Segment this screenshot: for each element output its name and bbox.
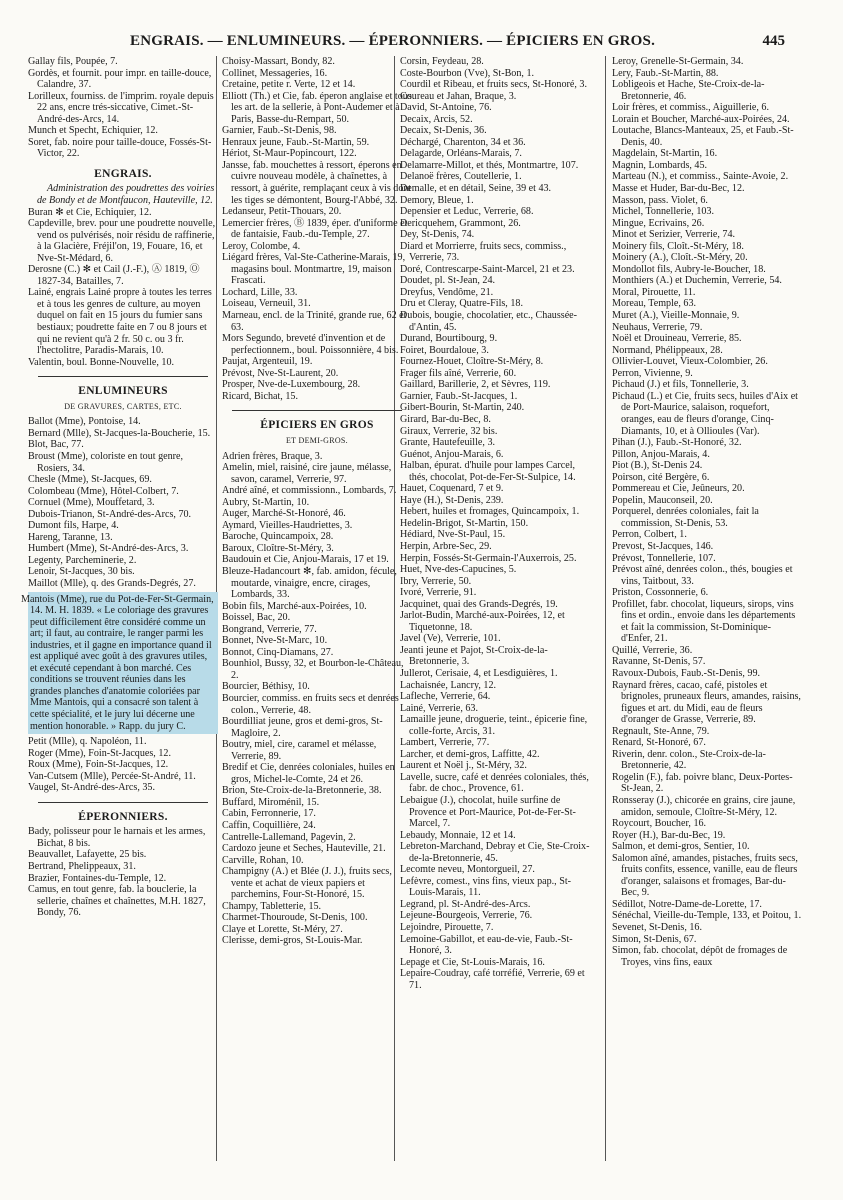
directory-entry: Quillé, Verrerie, 36. — [612, 644, 693, 656]
directory-entry: Garnier, Faub.-St-Denis, 98. — [222, 125, 337, 137]
directory-entry: Jullerot, Cerisaie, 4, et Lesdiguières, 1. — [400, 667, 558, 679]
directory-entry: Bonnet, Nve-St-Marc, 10. — [222, 635, 328, 647]
directory-entry: Baroux, Cloître-St-Méry, 3. — [222, 542, 334, 554]
page-number: 445 — [762, 33, 785, 49]
directory-entry: Adrien frères, Braque, 3. — [222, 450, 323, 462]
directory-entry: Jansse, fab. mouchettes à ressort, éperons en cuivre nouveau modèle, à chaînettes, à ressort, à guérite, remplaçant ceux à vis dont les tiges se démontent, Bourg-l'Abbé, 32. — [222, 159, 412, 206]
directory-entry: Roux (Mme), Foin-St-Jacques, 12. — [28, 759, 169, 771]
directory-entry: Lebaigue (J.), chocolat, huile surfine de Provence et Port-Maurice, Pot-de-Fer-St-Marcel, 7. — [400, 795, 576, 830]
directory-entry: Perron, Colbert, 1. — [612, 529, 687, 541]
directory-entry: Ivoré, Verrerie, 91. — [400, 587, 477, 599]
directory-entry: Doré, Contrescarpe-Saint-Marcel, 21 et 23. — [400, 263, 575, 275]
directory-entry: Champy, Tabletterie, 15. — [222, 900, 322, 912]
section-rule — [232, 410, 402, 411]
directory-entry: Lery, Faub.-St-Martin, 88. — [612, 67, 719, 79]
directory-entry: Lebreton-Marchand, Debray et Cie, Ste-Croix-de-la-Bretonnerie, 45. — [400, 841, 590, 864]
directory-entry: Courdil et Ribeau, et fruits secs, St-Honoré, 3. — [400, 79, 587, 91]
directory-entry: Fournez-Houet, Cloître-St-Méry, 8. — [400, 356, 544, 368]
directory-entry: Lepage et Cie, St-Louis-Marais, 16. — [400, 956, 545, 968]
directory-entry: Carville, Rohan, 10. — [222, 854, 304, 866]
directory-entry: Garnier, Faub.-St-Jacques, 1. — [400, 390, 518, 402]
directory-entry: Bonnot, Cinq-Diamans, 27. — [222, 646, 334, 658]
directory-entry: Ibry, Verrerie, 50. — [400, 575, 472, 587]
directory-entry: Baroche, Quincampoix, 28. — [222, 531, 334, 543]
directory-entry: Bobin fils, Marché-aux-Poirées, 10. — [222, 600, 367, 612]
directory-entry: André aîné, et commissionn., Lombards, 7. — [222, 485, 397, 497]
directory-entry: Collinet, Messageries, 16. — [222, 67, 328, 79]
directory-entry: Masse et Huder, Bar-du-Bec, 12. — [612, 183, 745, 195]
directory-entry: Dru et Cleray, Quatre-Fils, 18. — [400, 298, 523, 310]
directory-entry: Bredif et Cie, denrées coloniales, huiles en gros, Michel-le-Comte, 24 et 26. — [222, 762, 395, 785]
directory-entry: Beauvallet, Lafayette, 25 bis. — [28, 849, 147, 861]
directory-entry: Bongrand, Verrerie, 77. — [222, 623, 317, 635]
directory-entry: Lejeune-Bourgeois, Verrerie, 76. — [400, 910, 533, 922]
directory-entry: Coureau et Jahan, Braque, 3. — [400, 90, 517, 102]
directory-entry: Herpin, Fossés-St-Germain-l'Auxerrois, 25. — [400, 552, 577, 564]
directory-entry: Van-Cutsem (Mlle), Percée-St-André, 11. — [28, 770, 196, 782]
directory-entry: Herpin, Arbre-Sec, 29. — [400, 540, 492, 552]
directory-entry: Muret (A.), Vieille-Monnaie, 9. — [612, 310, 740, 322]
directory-entry: Cardozo jeune et Seches, Hauteville, 21. — [222, 843, 386, 855]
directory-entry: Simon, fab. chocolat, dépôt de fromages de Troyes, vins fins, eaux — [612, 945, 788, 968]
directory-entry: Blot, Bac, 77. — [28, 439, 84, 451]
directory-entry: Profillet, fabr. chocolat, liqueurs, sirops, vins fins et ordin., envoie dans les départements et fait la commission, St-Dominique-d'Enfer, 21. — [612, 598, 796, 645]
directory-entry: Jeanti jeune et Pajot, St-Croix-de-la-Bretonnerie, 3. — [400, 644, 548, 668]
directory-entry: Masson, pass. Violet, 6. — [612, 194, 708, 206]
directory-entry: Cabin, Ferronnerie, 17. — [222, 808, 316, 820]
directory-entry: Priston, Cossonnerie, 6. — [612, 587, 709, 599]
directory-entry: Halban, épurat. d'huile pour lampes Carcel, thés, chocolat, Pot-de-Fer-St-Sulpice, 14. — [400, 460, 576, 483]
column-4 — [612, 56, 802, 968]
directory-entry: Chesle (Mme), St-Jacques, 69. — [28, 474, 152, 486]
directory-entry: Giraux, Verrerie, 32 bis. — [400, 425, 498, 437]
directory-entry: Buran ✻ et Cie, Echiquier, 12. — [28, 206, 152, 218]
directory-entry: Bourcier, Béthisy, 10. — [222, 681, 310, 693]
directory-entry: Javel (Ve), Verrerie, 101. — [400, 633, 501, 645]
directory-entry: Ricard, Bichat, 15. — [222, 390, 298, 402]
directory-entry: Dreyfus, Vendôme, 21. — [400, 286, 494, 298]
directory-entry: Sevenet, St-Denis, 16. — [612, 922, 702, 934]
directory-entry: Lambert, Verrerie, 77. — [400, 737, 490, 749]
directory-entry: Pichaud (L.) et Cie, fruits secs, huiles d'Aix et de Port-Maurice, salaison, roquefort, oranges, eau de fleurs d'orange, Cinq-Diamants, 10, et à Ollioules (Var). — [612, 390, 798, 437]
directory-entry: Prosper, Nve-de-Luxembourg, 28. — [222, 379, 361, 391]
directory-entry: Prévost, Nve-St-Laurent, 20. — [222, 367, 339, 379]
directory-entry: Boissel, Bac, 20. — [222, 612, 291, 624]
directory-entry: Lamaille jeune, droguerie, teint., épicerie fine, colle-forte, Arcis, 31. — [400, 714, 588, 737]
column-2 — [222, 56, 412, 947]
section-heading: ÉPICIERS EN GROS — [260, 419, 374, 432]
directory-entry: Normand, Phélippeaux, 28. — [612, 344, 723, 356]
directory-entry: Salmon, et demi-gros, Sentier, 10. — [612, 841, 750, 853]
directory-entry: Loiseau, Verneuil, 31. — [222, 298, 311, 310]
directory-entry: Lorain et Boucher, Marché-aux-Poirées, 24. — [612, 113, 790, 125]
directory-entry: Bernard (Mlle), St-Jacques-la-Boucherie, 15. — [28, 427, 211, 439]
directory-entry: Loutache, Blancs-Manteaux, 25, et Faub.-St-Denis, 40. — [612, 125, 794, 148]
directory-entry: Depensier et Leduc, Verrerie, 68. — [400, 206, 534, 218]
section-subheading: ET DEMI-GROS. — [286, 435, 348, 445]
directory-entry: Cantrelle-Lallemand, Pagevin, 2. — [222, 831, 356, 843]
directory-entry: Bertrand, Phelippeaux, 31. — [28, 861, 136, 872]
directory-entry: Moinery (A.), Cloît.-St-Méry, 20. — [612, 252, 748, 264]
directory-entry: Bourdilliat jeune, gros et demi-gros, St-Magloire, 2. — [222, 716, 383, 739]
directory-entry: Royer (H.), Bar-du-Bec, 19. — [612, 829, 726, 841]
directory-entry: Haye (H.), St-Denis, 239. — [400, 494, 504, 506]
directory-entry: Bourcier, commiss. en fruits secs et denrées colon., Verrerie, 48. — [222, 692, 399, 716]
section-rule — [38, 376, 208, 377]
directory-entry: Lenoir, St-Jacques, 30 bis. — [28, 566, 135, 578]
directory-entry: Dey, St-Denis, 74. — [400, 229, 475, 241]
directory-entry: Foiret, Bourdaloue, 3. — [400, 344, 489, 356]
directory-entry: Diard et Morrierre, fruits secs, commiss., Verrerie, 73. — [400, 240, 567, 264]
directory-entry: Brion, Ste-Croix-de-la-Bretonnerie, 38. — [222, 785, 382, 797]
directory-entry: Frager fils aîné, Verrerie, 60. — [400, 367, 517, 379]
directory-entry: Capdeville, brev. pour une poudrette nouvelle, vend os pulvérisés, noir résidu de raffinerie, à la Glacière, Fréjil'on, 19, Fouare, 16, et Nve-St-Médard, 6. — [28, 218, 216, 264]
directory-entry: Lecomte neveu, Montorgueil, 27. — [400, 864, 535, 876]
directory-entry: Lachaisnée, Lancry, 12. — [400, 679, 497, 691]
directory-entry: Lemercier frères, Ⓑ 1839, éper. d'uniforme et de fantaisie, Faub.-du-Temple, 27. — [222, 217, 408, 241]
section-heading: ENGRAIS. — [94, 167, 152, 180]
directory-entry: Mors Segundo, breveté d'invention et de perfectionnem., boul. Poissonnière, 4 bis. — [222, 333, 399, 356]
directory-entry: Neuhaus, Verrerie, 79. — [612, 321, 703, 333]
directory-entry: Laurent et Noël j., St-Méry, 32. — [400, 760, 527, 772]
section-heading: ENLUMINEURS — [78, 385, 168, 398]
directory-entry: Cornuel (Mme), Mouffetard, 3. — [28, 497, 155, 509]
directory-entry: Lefèvre, comest., vins fins, vieux pap., St-Louis-Marais, 11. — [400, 875, 571, 899]
directory-entry: Maillot (Mlle), q. des Grands-Degrés, 27. — [28, 577, 196, 589]
directory-entry: Valentin, boul. Bonne-Nouvelle, 10. — [28, 356, 175, 368]
directory-entry: Pommereau et Cie, Jeûneurs, 20. — [612, 483, 745, 495]
directory-entry: Regnault, Ste-Anne, 79. — [612, 725, 710, 737]
directory-entry: Soret, fab. noire pour taille-douce, Fossés-St-Victor, 22. — [28, 136, 212, 160]
directory-entry: Gaillard, Barillerie, 2, et Sèvres, 119. — [400, 379, 551, 391]
directory-entry: Hedelin-Brigot, St-Martin, 150. — [400, 517, 529, 529]
directory-entry: Salomon aîné, amandes, pistaches, fruits secs, fruits confits, essence, vanille, eau de fleurs d'oranger, salaisons et fromages, Bar-du-Bec, 9. — [612, 852, 798, 899]
directory-entry: Gibert-Bourin, St-Martin, 240. — [400, 402, 525, 414]
directory-entry: Magnin, Lombards, 45. — [612, 159, 708, 171]
directory-entry: Simon, St-Denis, 67. — [612, 933, 697, 945]
directory-entry: Lavelle, sucre, café et denrées coloniales, thés, fabr. de choc., Provence, 61. — [400, 771, 589, 795]
directory-entry: Marneau, encl. de la Trinité, grande rue, 62 et 63. — [222, 310, 407, 333]
directory-entry: Brazier, Fontaines-du-Temple, 12. — [28, 872, 167, 884]
directory-entry: Gallay fils, Poupée, 7. — [28, 56, 118, 67]
directory-entry: Amelin, miel, raisiné, cire jaune, mélasse, savon, caramel, Verrerie, 97. — [222, 462, 392, 485]
page-header — [0, 33, 843, 55]
directory-entry: Roger (Mme), Foin-St-Jacques, 12. — [28, 747, 171, 759]
directory-entry: Ravoux-Dubois, Faub.-St-Denis, 99. — [612, 667, 761, 679]
directory-entry: Choisy-Massart, Bondy, 82. — [222, 56, 335, 67]
directory-entry: Lejoindre, Pirouette, 7. — [400, 922, 494, 934]
directory-entry: Renard, St-Honoré, 67. — [612, 737, 706, 749]
section-heading: ÉPERONNIERS. — [78, 810, 168, 823]
directory-entry: Lobligeois et Hache, Ste-Croix-de-la-Bretonnerie, 46. — [612, 79, 765, 102]
directory-entry: Lainé, engrais Lainé propre à toutes les terres et à tous les genres de culture, au moyen duquel on fait en 15 jours du fumier sans bestiaux; poudrette faite en 7 ou 8 jours et qui ne revient qu'à 2 fr. 50 c. ou 3 fr. l'hectolitre, Paradis-Marais, 10. — [28, 287, 212, 357]
directory-entry: Humbert (Mme), St-André-des-Arcs, 3. — [28, 543, 189, 555]
directory-entry: Roycourt, Boucher, 16. — [612, 818, 707, 830]
directory-entry: Vaugel, St-André-des-Arcs, 35. — [28, 782, 155, 794]
directory-entry: Decaix, St-Denis, 36. — [400, 125, 487, 137]
directory-entry: Jacquinet, quai des Grands-Degrés, 19. — [400, 598, 558, 610]
directory-entry: Grante, Hautefeuille, 3. — [400, 437, 496, 449]
directory-entry: Broust (Mme), coloriste en tout genre, Rosiers, 34. — [28, 450, 184, 474]
directory-entry: Demalle, et en détail, Seine, 39 et 43. — [400, 183, 552, 195]
page-title: ENGRAIS. — ENLUMINEURS. — ÉPERONNIERS. — ÉPICIERS EN GROS. — [130, 33, 656, 49]
directory-entry: Aymard, Vieilles-Haudriettes, 3. — [222, 519, 353, 531]
directory-entry: Dubois-Trianon, St-André-des-Arcs, 70. — [28, 508, 192, 520]
directory-entry: Ravanne, St-Denis, 57. — [612, 656, 706, 668]
directory-entry: Leroy, Grenelle-St-Germain, 34. — [612, 56, 744, 67]
directory-entry: Bady, polisseur pour le harnais et les armes, Bichat, 8 bis. — [28, 826, 206, 849]
directory-entry: Riverin, denr. colon., Ste-Croix-de-la-Bretonnerie, 42. — [612, 748, 766, 772]
highlighted-entry: Mantois (Mme), rue du Pot-de-Fer-St-Germain, 14. M. H. 1839. « Le coloriage des gravures peut difficilement être considéré comme un art; il faut, au contraire, le ranger parmi les industries, et il gagne en importance quand il est appliqué avec goût à des gravures utiles, et exécuté cependant à bon marché. Ces conditions se trouvent réunies dans les grandes planches d'anatomie coloriées par Mme Mantois, qui a consacré son talent à cette spécialité, et le jury lui décerne une mention honorable. » Rapp. du jury C. — [28, 592, 218, 735]
directory-entry: Perron, Vivienne, 9. — [612, 367, 693, 379]
directory-entry: Boutry, miel, cire, caramel et mélasse, Verrerie, 89. — [222, 739, 377, 762]
directory-entry: Charmet-Thouroude, St-Denis, 100. — [222, 912, 368, 924]
directory-entry: Marteau (N.), et commiss., Sainte-Avoie, 2. — [612, 171, 789, 183]
directory-entry: Guénot, Anjou-Marais, 6. — [400, 448, 504, 460]
directory-entry: Lemoine-Gabillot, et eau-de-vie, Faub.-St-Honoré, 3. — [400, 933, 573, 957]
directory-entry: Camus, en tout genre, fab. la bouclerie, la sellerie, chaînes et chaînettes, M.H. 1827, Bondy, 76. — [28, 884, 206, 919]
directory-entry: Raynard frères, cacao, café, pistoles et brignoles, pruneaux fleurs, amandes, raisins, figues et art. du Midi, eau de fleurs d'oranger de Grasse, Verrerie, 89. — [612, 679, 801, 726]
directory-entry: Munch et Specht, Echiquier, 12. — [28, 125, 158, 137]
directory-entry: Champigny (A.) et Blée (J. J.), fruits secs, vente et achat de vieux papiers et parchemins, Four-St-Honoré, 15. — [222, 866, 392, 901]
directory-entry: Colombeau (Mme), Hôtel-Colbert, 7. — [28, 485, 179, 497]
directory-entry: Déchargé, Charenton, 34 et 36. — [400, 136, 526, 148]
directory-entry: Hériot, St-Maur-Popincourt, 122. — [222, 148, 357, 160]
section-subheading: DE GRAVURES, CARTES, ETC. — [64, 401, 182, 411]
directory-entry: Lebaudy, Monnaie, 12 et 14. — [400, 829, 516, 841]
directory-entry: Dumont fils, Harpe, 4. — [28, 520, 119, 532]
directory-entry: Lafleche, Verrerie, 64. — [400, 691, 491, 703]
directory-entry: Hauet, Coquenard, 7 et 9. — [400, 483, 504, 495]
directory-entry: Moinery fils, Cloît.-St-Méry, 18. — [612, 240, 744, 252]
column-divider — [605, 56, 606, 1161]
directory-entry: Dericquehem, Grammont, 26. — [400, 217, 521, 229]
directory-entry: Magdelain, St-Martin, 16. — [612, 148, 718, 160]
directory-entry: Pihan (J.), Faub.-St-Honoré, 32. — [612, 437, 742, 449]
directory-entry: Derosne (C.) ✻ et Cail (J.-F.), Ⓐ 1819, Ⓞ 1827-34, Batailles, 7. — [28, 264, 200, 287]
directory-entry: Decaix, Arcis, 52. — [400, 113, 473, 125]
directory-entry: Prevost, St-Jacques, 146. — [612, 540, 714, 552]
directory-entry: Noël et Drouineau, Verrerie, 85. — [612, 333, 742, 345]
directory-entry: Gordès, et fournit. pour impr. en taille-douce, Calandre, 37. — [28, 67, 212, 91]
directory-entry: Piot (B.), St-Denis 24. — [612, 460, 703, 472]
directory-entry: Monthiers (A.) et Duchemin, Verrerie, 54. — [612, 275, 782, 287]
directory-entry: Corsin, Feydeau, 28. — [400, 56, 484, 67]
directory-entry: Baudouin et Cie, Anjou-Marais, 17 et 19. — [222, 554, 389, 566]
section-intro: Administration des poudrettes des voiries de Bondy et de Montfaucon, Hauteville, 12. — [37, 183, 215, 207]
directory-entry: Petit (Mlle), q. Napoléon, 11. — [28, 736, 147, 748]
directory-entry: David, St-Antoine, 76. — [400, 102, 492, 114]
directory-entry: Liégard frères, Val-Ste-Catherine-Marais, 19, magasins boul. Montmartre, 19, maison Frascati. — [222, 252, 406, 287]
column-3 — [400, 56, 590, 991]
directory-entry: Hareng, Taranne, 13. — [28, 531, 113, 543]
directory-entry: Henraux jeune, Faub.-St-Martin, 59. — [222, 136, 370, 148]
directory-entry: Popelin, Mauconseil, 20. — [612, 494, 713, 506]
directory-entry: Minot et Serizier, Verrerie, 74. — [612, 229, 736, 241]
directory-entry: Lorilleux, fourniss. de l'imprim. royale depuis 22 ans, encre trés-siccative, Cimet.-St-André-des-Arcs, 14. — [28, 90, 214, 125]
directory-entry: Delamarre-Millot, et thés, Montmartre, 107. — [400, 159, 579, 171]
directory-entry: Prévost, Tonnellerie, 107. — [612, 552, 716, 564]
directory-entry: Durand, Bourtibourg, 9. — [400, 333, 498, 345]
directory-entry: Delanoë frères, Coutellerie, 1. — [400, 171, 522, 183]
directory-entry: Buffard, Miroménil, 15. — [222, 796, 320, 808]
directory-entry: Mingue, Ecrivains, 26. — [612, 217, 705, 229]
directory-entry: Leroy, Colombe, 4. — [222, 240, 301, 252]
directory-entry: Bounhiol, Bussy, 32, et Bourbon-le-Château, 2. — [222, 658, 404, 681]
directory-entry: Girard, Bar-du-Bec, 8. — [400, 413, 491, 425]
directory-entry: Coste-Bourbon (Vve), St-Bon, 1. — [400, 67, 535, 79]
directory-entry: Claye et Lorette, St-Méry, 27. — [222, 923, 343, 935]
directory-entry: Lepaire-Coudray, café torréfié, Verrerie, 69 et 71. — [400, 968, 585, 991]
directory-entry: Jarlot-Budin, Marché-aux-Poirées, 12, et Tiquetonne, 18. — [400, 610, 565, 633]
directory-entry: Lochard, Lille, 33. — [222, 286, 298, 298]
directory-entry: Auger, Marché-St-Honoré, 46. — [222, 508, 346, 520]
directory-entry: Cretaine, petite r. Verte, 12 et 14. — [222, 79, 356, 91]
directory-entry: Pillon, Anjou-Marais, 4. — [612, 448, 710, 460]
directory-entry: Mondollot fils, Aubry-le-Boucher, 18. — [612, 263, 766, 275]
column-1 — [21, 56, 218, 919]
directory-entry: Demory, Bleue, 1. — [400, 194, 474, 206]
directory-entry: Hédiard, Nve-St-Paul, 15. — [400, 529, 506, 541]
directory-entry: Michel, Tonnellerie, 103. — [612, 206, 714, 218]
directory-entry: Doudet, pl. St-Jean, 24. — [400, 275, 496, 287]
directory-entry: Bleuze-Hadancourt ✻, fab. amidon, fécule, moutarde, vinaigre, encre, cirages, Lombards, 33. — [222, 565, 397, 601]
directory-entry: Delagarde, Orléans-Marais, 7. — [400, 148, 522, 160]
directory-entry: Moreau, Temple, 63. — [612, 298, 697, 310]
directory-entry: Porquerel, denrées coloniales, fait la commission, St-Denis, 53. — [612, 506, 759, 529]
directory-entry: Caffin, Coquillière, 24. — [222, 820, 316, 831]
directory-entry: Hebert, huiles et fromages, Quincampoix, 1. — [400, 506, 580, 518]
directory-entry: Clerisse, demi-gros, St-Louis-Mar. — [222, 935, 363, 947]
directory-entry: Legrand, pl. St-André-des-Arcs. — [400, 898, 531, 910]
directory-entry: Ledanseur, Petit-Thouars, 20. — [222, 206, 342, 218]
directory-entry: Larcher, et demi-gros, Laffitte, 42. — [400, 748, 540, 760]
directory-entry: Loir frères, et commiss., Aiguillerie, 6. — [612, 102, 769, 114]
directory-entry: Lainé, Verrerie, 63. — [400, 702, 479, 714]
directory-entry: Sénéchal, Vieille-du-Temple, 133, et Poitou, 1. — [612, 910, 802, 922]
directory-entry: Aubry, St-Martin, 10. — [222, 496, 310, 508]
directory-entry: Ollivier-Louvet, Vieux-Colombier, 26. — [612, 356, 768, 368]
directory-entry: Ronsseray (J.), chicorée en grains, cire jaune, amidon, semoule, Cloître-St-Méry, 12. — [612, 795, 796, 818]
directory-entry: Ballot (Mme), Pontoise, 14. — [28, 416, 141, 428]
directory-entry: Rogelin (F.), fab. poivre blanc, Deux-Portes-St-Jean, 2. — [612, 771, 793, 795]
directory-entry: Moral, Pirouette, 11. — [612, 286, 696, 298]
directory-entry: Elliott (Th.) et Cie, fab. éperon anglaise et tous les art. de la sellerie, à Pont-Audemer et à Paris, Basse-du-Rempart, 50. — [222, 90, 412, 125]
directory-entry: Sédillot, Notre-Dame-de-Lorette, 17. — [612, 898, 762, 910]
directory-entry: Legenty, Parcheminerie, 2. — [28, 554, 137, 566]
directory-entry: Prévost aîné, denrées colon., thés, bougies et vins, Taitbout, 33. — [612, 564, 793, 587]
directory-entry: Poirson, cité Bergère, 6. — [612, 471, 710, 483]
directory-entry: Pichaud (J.) et fils, Tonnellerie, 3. — [612, 379, 749, 391]
directory-entry: Paujat, Argenteuil, 19. — [222, 356, 313, 368]
section-rule — [38, 802, 208, 803]
directory-entry: Dubois, bougie, chocolatier, etc., Chaussée-d'Antin, 45. — [400, 310, 578, 333]
directory-entry: Huet, Nve-des-Capucines, 5. — [400, 564, 517, 576]
